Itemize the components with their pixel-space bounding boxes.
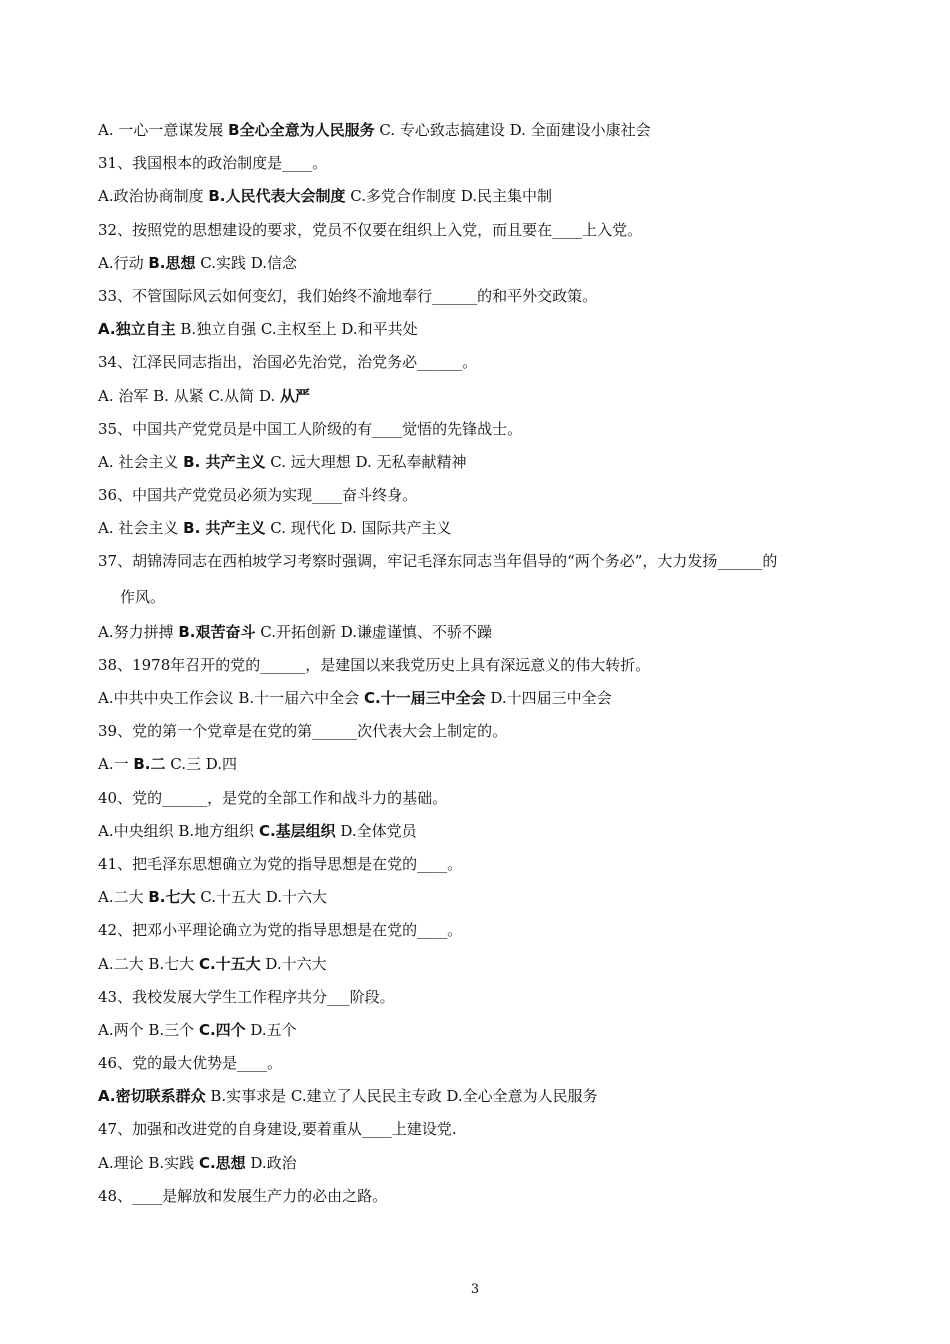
question-line: [98, 914, 868, 947]
question-line: [98, 715, 868, 748]
line-text: 33、不管国际风云如何变幻，我们始终不渝地奉行______的和平外交政策。: [98, 286, 598, 305]
question-line: [98, 479, 868, 512]
line-text: A.二大 B.七大: [98, 954, 199, 973]
correct-answer-text: B. 共产主义: [183, 519, 266, 538]
line-text: A.理论 B.实践: [98, 1153, 199, 1172]
question-line: [98, 214, 868, 247]
line-text: 作风。: [120, 587, 166, 606]
line-text: A. 社会主义: [98, 519, 184, 538]
correct-answer-text: B.二: [133, 755, 166, 774]
answer-options-line: [98, 313, 868, 346]
line-text: 34、江泽民同志指出，治国必先治党，治党务必______。: [98, 353, 478, 372]
line-text: 37、胡锦涛同志在西柏坡学习考察时强调，牢记毛泽东同志当年倡导的“两个务必”，大力发扬______的: [98, 552, 778, 571]
correct-answer-text: B.思想: [148, 253, 196, 272]
line-text: C. 专心致志搞建设 D. 全面建设小康社会: [374, 121, 651, 139]
line-text: 47、加强和改进党的自身建设,要着重从____上建设党.: [98, 1120, 457, 1139]
question-line: [98, 413, 868, 446]
line-text: A.努力拼搏: [98, 622, 179, 641]
correct-answer-text: C.十五大: [198, 954, 261, 973]
question-line: [98, 1113, 868, 1146]
answer-options-line: [98, 815, 868, 848]
correct-answer-text: A.密切联系群众: [98, 1087, 206, 1106]
question-line: [98, 1047, 868, 1080]
answer-options-line: [98, 1147, 868, 1180]
answer-options-line: [98, 380, 868, 413]
line-text: C.十五大 D.十六大: [195, 888, 328, 907]
line-text: B.独立自强 C.主权至上 D.和平共处: [175, 320, 418, 339]
answer-options-line: [98, 247, 868, 280]
line-text: 38、1978年召开的党的______，是建国以来我党历史上具有深远意义的伟大转折。: [98, 655, 651, 674]
answer-options-line: [98, 748, 868, 781]
line-text: A. 治军 B. 从紧 C.从简 D.: [98, 386, 280, 405]
correct-answer-text: B.七大: [148, 888, 196, 907]
line-text: B.实事求是 C.建立了人民民主专政 D.全心全意为人民服务: [205, 1087, 598, 1106]
question-line: [98, 649, 868, 682]
question-line: [98, 848, 868, 881]
answer-options-line: [98, 446, 868, 479]
line-text: A.中共中央工作会议 B.十一届六中全会: [98, 689, 364, 707]
line-text: A.政治协商制度: [98, 187, 209, 206]
line-text: 46、党的最大优势是____。: [98, 1054, 283, 1073]
question-line: [98, 280, 868, 313]
correct-answer-text: B.人民代表大会制度: [208, 187, 346, 206]
question-continuation-line: [98, 579, 868, 616]
question-line: [98, 782, 868, 815]
correct-answer-text: 从严: [279, 386, 310, 405]
question-line: [98, 346, 868, 379]
answer-options-line: [98, 1080, 868, 1113]
line-text: D.十六大: [260, 954, 327, 973]
line-text: 40、党的______，是党的全部工作和战斗力的基础。: [98, 788, 448, 807]
line-text: 32、按照党的思想建设的要求，党员不仅要在组织上入党，而且要在____上入党。: [98, 220, 643, 239]
line-text: 48、____是解放和发展生产力的必由之路。: [98, 1186, 388, 1205]
question-line: [98, 545, 868, 578]
correct-answer-text: B.艰苦奋斗: [178, 622, 256, 641]
question-line: [98, 147, 868, 180]
correct-answer-text: B. 共产主义: [183, 452, 266, 471]
question-line: [98, 1180, 868, 1213]
line-text: C.实践 D.信念: [195, 253, 298, 272]
answer-options-line: [98, 948, 868, 981]
line-text: A.一: [98, 755, 134, 774]
line-text: 42、把邓小平理论确立为党的指导思想是在党的____。: [98, 921, 463, 940]
answer-options-line: [98, 881, 868, 914]
answer-options-line: [98, 682, 868, 715]
line-text: 31、我国根本的政治制度是____。: [98, 154, 328, 173]
answer-options-line: [98, 616, 868, 649]
question-line: [98, 981, 868, 1014]
line-text: A.两个 B.三个: [98, 1020, 199, 1039]
correct-answer-text: B全心全意为人民服务: [228, 121, 375, 139]
answer-options-line: [98, 512, 868, 545]
correct-answer-text: C.基层组织: [258, 821, 336, 840]
answer-options-line: [98, 1014, 868, 1047]
correct-answer-text: A.独立自主: [98, 320, 176, 339]
answer-options-line: [98, 180, 868, 213]
correct-answer-text: C.四个: [198, 1020, 246, 1039]
answer-options-line: [98, 114, 868, 147]
line-text: 36、中国共产党党员必须为实现____奋斗终身。: [98, 486, 418, 505]
question-list: [98, 114, 868, 1213]
line-text: A. 一心一意谋发展: [98, 121, 229, 139]
line-text: 43、我校发展大学生工作程序共分___阶段。: [98, 987, 395, 1006]
page-number: 3: [470, 1282, 480, 1297]
line-text: 41、把毛泽东思想确立为党的指导思想是在党的____。: [98, 854, 463, 873]
line-text: A.二大: [98, 888, 149, 907]
line-text: D.政治: [245, 1153, 297, 1172]
line-text: D.五个: [245, 1020, 297, 1039]
line-text: D.十四届三中全会: [485, 689, 612, 707]
correct-answer-text: C.思想: [198, 1153, 246, 1172]
correct-answer-text: C.十一届三中全会: [363, 689, 486, 707]
line-text: A. 社会主义: [98, 452, 184, 471]
line-text: C.开拓创新 D.谦虚谨慎、不骄不躁: [255, 622, 493, 641]
line-text: D.全体党员: [335, 821, 417, 840]
line-text: A.中央组织 B.地方组织: [98, 821, 259, 840]
line-text: A.行动: [98, 253, 149, 272]
line-text: C. 现代化 D. 国际共产主义: [265, 519, 452, 538]
line-text: C. 远大理想 D. 无私奉献精神: [265, 452, 467, 471]
line-text: 39、党的第一个党章是在党的第______次代表大会上制定的。: [98, 722, 508, 741]
line-text: 35、中国共产党党员是中国工人阶级的有____觉悟的先锋战士。: [98, 419, 523, 438]
line-text: C.多党合作制度 D.民主集中制: [345, 187, 553, 206]
line-text: C.三 D.四: [165, 755, 238, 774]
